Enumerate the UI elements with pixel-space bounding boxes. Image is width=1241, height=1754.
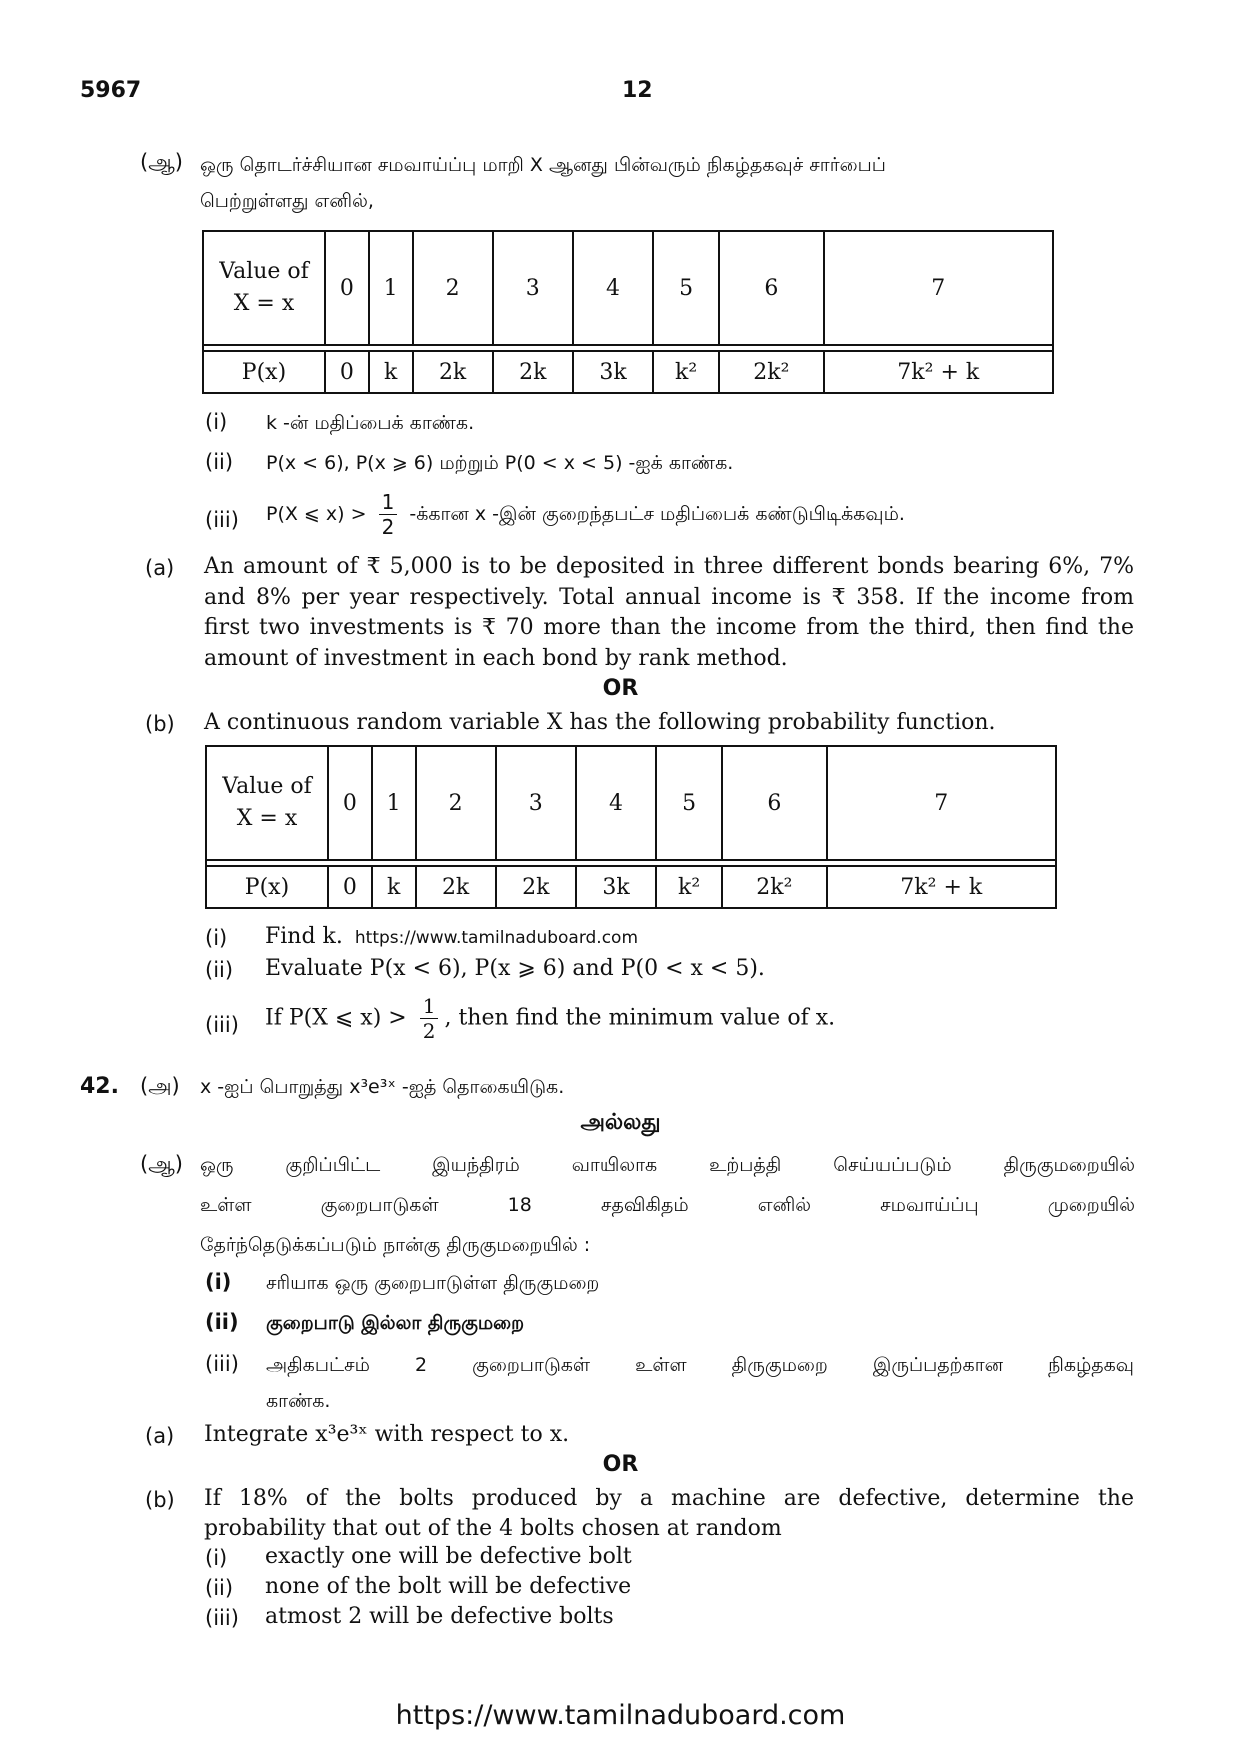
q42-b-label: (b) — [145, 1488, 175, 1512]
ta-b-label: (ஆ) — [140, 150, 183, 174]
prob-cell: 3k — [576, 866, 656, 908]
q42-b-i-label: (i) — [205, 1546, 228, 1570]
footer-url: https://www.tamilnaduboard.com — [395, 1700, 846, 1731]
inline-url: https://www.tamilnaduboard.com — [354, 928, 639, 948]
fraction-one-half: $\frac{1}{2}$ — [420, 994, 439, 1043]
q42-ta-b-label: (ஆ) — [140, 1152, 183, 1176]
q42-ta-iii-label: (iii) — [205, 1352, 239, 1376]
page-number: 12 — [622, 78, 653, 103]
q42-ta-iii-line2: காண்க. — [266, 1390, 331, 1412]
probability-table-english — [205, 745, 1057, 909]
q41-b-label: (b) — [145, 712, 175, 736]
prob-cell: 2k — [413, 351, 493, 393]
en-i-label: (i) — [205, 926, 228, 950]
value-header: Value of X = x — [203, 231, 325, 345]
q42-ta-iii-line1: அதிகபட்சம் 2 குறைபாடுகள் உள்ள திருகுமறை இருப்பதற்கான நிகழ்தகவு — [266, 1354, 1134, 1376]
prob-cell: k — [369, 351, 413, 393]
prob-cell: 0 — [328, 866, 372, 908]
value-cell: 4 — [573, 231, 653, 345]
q41-b-text: A continuous random variable X has the following probability function. — [204, 710, 996, 735]
value-cell: 1 — [369, 231, 413, 345]
q42-a-text: Integrate x³e³ˣ with respect to x. — [204, 1422, 570, 1447]
en-iii-label: (iii) — [205, 1013, 239, 1037]
value-header: Value of X = x — [206, 746, 328, 860]
ta-ii-label: (ii) — [205, 450, 234, 474]
q41-a-label: (a) — [145, 556, 175, 580]
q41-a-text: An amount of ₹ 5,000 is to be deposited in three different bonds bearing 6%, 7% and 8% per year respectively. Total annual income is ₹ 358. If the income from first two investments is ₹ 70 more than the income from the third, then find the amount of investment in each bond by rank method. — [204, 554, 1134, 671]
q42-ta-b-line1: ஒரு குறிப்பிட்ட இயந்திரம் வாயிலாக உற்பத்தி செய்யப்படும் திருகுமறையில் — [200, 1154, 1135, 1176]
question-number: 42. — [80, 1074, 119, 1099]
prob-cell: 2k — [496, 866, 576, 908]
ta-ii-text: P(x < 6), P(x ⩾ 6) மற்றும் P(0 < x < 5) -ஐக் காண்க. — [266, 452, 734, 474]
ta-iii-text: P(X ⩽ x) > $\frac{1}{2}$ -க்கான x -இன் குறைந்தபட்ச மதிப்பைக் கண்டுபிடிக்கவும். — [266, 490, 905, 539]
prob-cell: k² — [653, 351, 719, 393]
value-cell: 7 — [827, 746, 1057, 860]
q42-ta-i-text: சரியாக ஒரு குறைபாடுள்ள திருகுமறை — [266, 1272, 600, 1294]
paper-code: 5967 — [80, 78, 142, 103]
value-cell: 1 — [372, 746, 416, 860]
ta-or-separator: அல்லது — [580, 1110, 661, 1135]
q42-ta-i-label: (i) — [205, 1270, 232, 1294]
q42-a-label: (a) — [145, 1424, 175, 1448]
prob-cell: 2k² — [719, 351, 823, 393]
q42-ta-a-label: (அ) — [140, 1074, 180, 1098]
probability-table-tamil — [202, 230, 1054, 394]
value-cell: 2 — [416, 746, 496, 860]
q42-b-line2: probability that out of the 4 bolts chosen at random — [204, 1516, 782, 1541]
value-cell: 2 — [413, 231, 493, 345]
q42-b-iii-label: (iii) — [205, 1606, 239, 1630]
q42-b-line1: If 18% of the bolts produced by a machine are defective, determine the — [204, 1486, 1134, 1511]
q42-ta-a-text: x -ஐப் பொறுத்து x³e³ˣ -ஐத் தொகையிடுக. — [200, 1076, 565, 1098]
value-cell: 5 — [656, 746, 722, 860]
q42-b-ii-label: (ii) — [205, 1576, 234, 1600]
q42-ta-b-line2: உள்ள குறைபாடுகள் 18 சதவிகிதம் எனில் சமவாய்ப்பு முறையில் — [200, 1194, 1135, 1216]
ta-i-label: (i) — [205, 410, 228, 434]
prob-cell: 2k — [416, 866, 496, 908]
prob-cell: k² — [656, 866, 722, 908]
or-separator: OR — [602, 1452, 639, 1477]
en-iii-text: If P(X ⩽ x) > $\frac{1}{2}$ , then find the minimum value of x. — [265, 994, 836, 1043]
en-i-text: Find k. https://www.tamilnaduboard.com — [265, 924, 639, 949]
value-cell: 6 — [722, 746, 826, 860]
value-cell: 4 — [576, 746, 656, 860]
value-cell: 0 — [328, 746, 372, 860]
p-header: P(x) — [203, 351, 325, 393]
value-cell: 3 — [493, 231, 573, 345]
value-cell: 6 — [719, 231, 823, 345]
or-separator: OR — [602, 676, 639, 701]
prob-cell: k — [372, 866, 416, 908]
value-cell: 7 — [824, 231, 1054, 345]
ta-i-text: k -ன் மதிப்பைக் காண்க. — [266, 412, 475, 434]
prob-cell: 0 — [325, 351, 369, 393]
q42-ta-b-line3: தேர்ந்தெடுக்கப்படும் நான்கு திருகுமறையில் : — [200, 1234, 591, 1256]
prob-cell: 2k² — [722, 866, 826, 908]
value-cell: 3 — [496, 746, 576, 860]
prob-cell: 7k² + k — [827, 866, 1057, 908]
prob-cell: 7k² + k — [824, 351, 1054, 393]
q42-b-iii-text: atmost 2 will be defective bolts — [265, 1604, 614, 1629]
q42-ta-ii-label: (ii) — [205, 1310, 239, 1334]
ta-iii-label: (iii) — [205, 508, 239, 532]
ta-b-line1: ஒரு தொடர்ச்சியான சமவாய்ப்பு மாறி X ஆனது பின்வரும் நிகழ்தகவுச் சார்பைப் — [200, 154, 886, 176]
q42-b-i-text: exactly one will be defective bolt — [265, 1544, 632, 1569]
p-header: P(x) — [206, 866, 328, 908]
prob-cell: 3k — [573, 351, 653, 393]
value-cell: 5 — [653, 231, 719, 345]
fraction-one-half: $\frac{1}{2}$ — [379, 490, 398, 539]
value-cell: 0 — [325, 231, 369, 345]
ta-b-line2: பெற்றுள்ளது எனில், — [200, 190, 374, 212]
prob-cell: 2k — [493, 351, 573, 393]
q42-ta-ii-text: குறைபாடு இல்லா திருகுமறை — [266, 1312, 525, 1334]
en-ii-label: (ii) — [205, 958, 234, 982]
q42-b-ii-text: none of the bolt will be defective — [265, 1574, 632, 1599]
en-ii-text: Evaluate P(x < 6), P(x ⩾ 6) and P(0 < x < 5). — [265, 956, 765, 981]
